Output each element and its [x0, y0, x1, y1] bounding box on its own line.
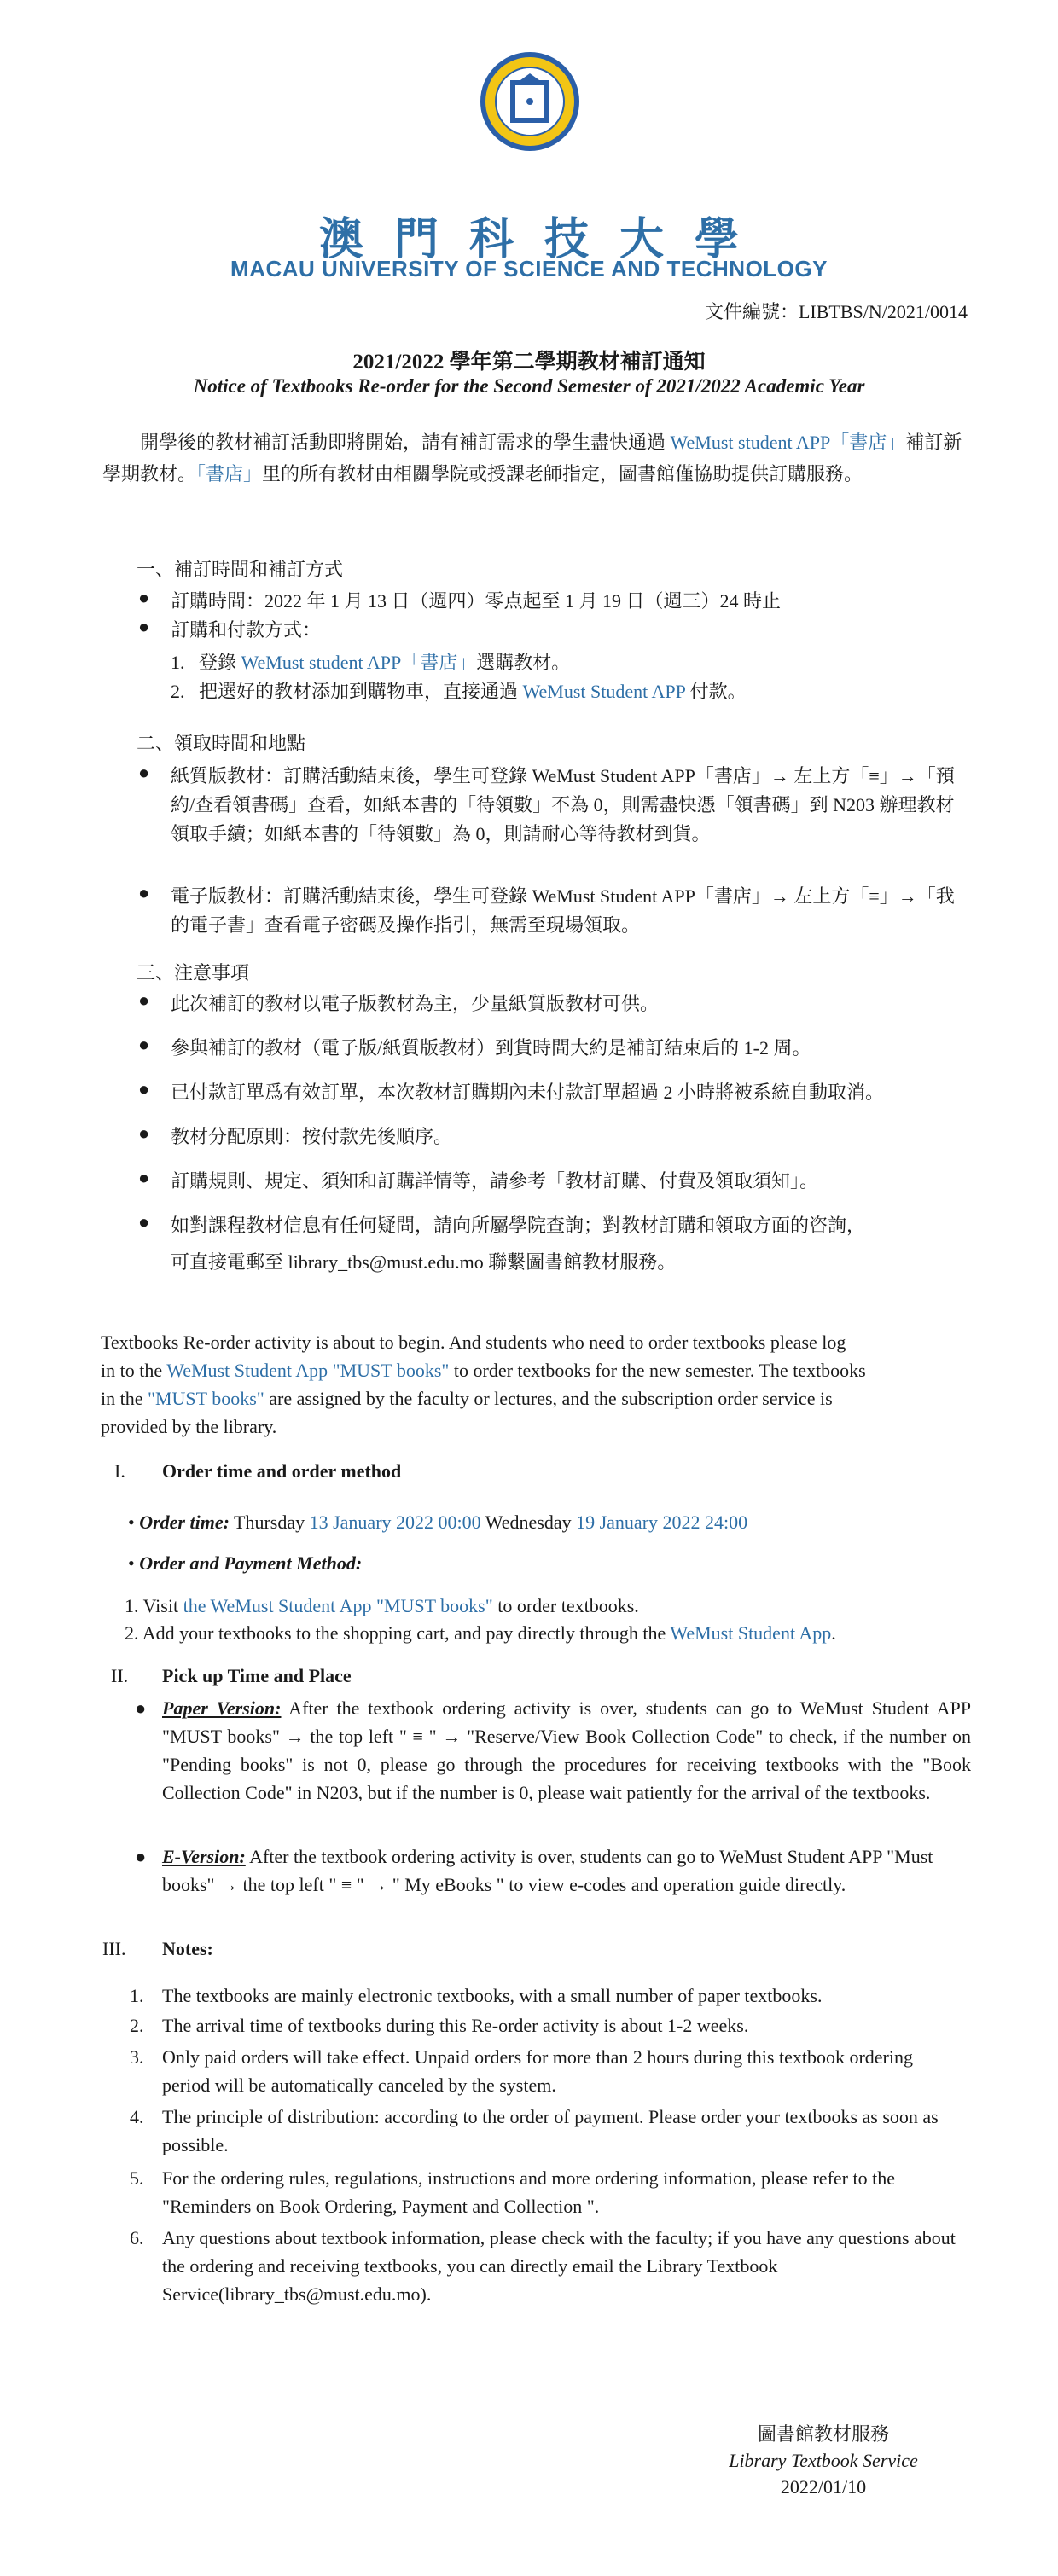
signature-en: Library Textbook Service	[729, 2450, 918, 2471]
wemust-app-link[interactable]: WeMust Student App	[670, 1622, 832, 1644]
wemust-app-link[interactable]: the WeMust Student App "MUST books"	[183, 1595, 493, 1616]
zh-section-1-heading: 一、補訂時間和補訂方式	[137, 559, 344, 580]
zh-s3-note-5: 訂購規則、規定、須知和訂購詳情等，請參考「教材訂購、付費及領取須知」。	[171, 1170, 819, 1192]
en-note-4-number: 4.	[130, 2106, 144, 2127]
zh-s3-note-6a: 如對課程教材信息有任何疑問，請向所屬學院查詢；對教材訂購和領取方面的咨詢，	[171, 1215, 866, 1236]
zh-section-3-heading: 三、注意事項	[137, 962, 250, 983]
zh-s1-order-time: 訂購時間：2022 年 1 月 13 日（週四）零点起至 1 月 19 日（週三）24 時止	[171, 590, 782, 612]
title-zh: 2021/2022 學年第二學期教材補訂通知	[352, 351, 706, 374]
en-note-1-number: 1.	[130, 1985, 144, 2006]
bullet-dot: ●	[138, 989, 150, 1011]
en-s1-step-2: 2. Add your textbooks to the shopping cart, and pay directly through the WeMust Student App.	[125, 1622, 836, 1644]
wemust-app-link[interactable]: WeMust student APP「書店」	[241, 652, 477, 673]
signature-block	[700, 2421, 947, 2500]
en-section-2-heading: Pick up Time and Place	[162, 1665, 352, 1686]
en-section-1-heading: Order time and order method	[162, 1460, 402, 1482]
en-order-time: • Order time: Thursday 13 January 2022 00:00 Wednesday 19 January 2022 24:00	[128, 1511, 748, 1533]
document-number: 文件編號：LIBTBS/N/2021/0014	[704, 301, 968, 322]
en-note-5: For the ordering rules, regulations, instructions and more ordering information, please refer to the "Reminders on Book Ordering, Payment and Collection ".	[162, 2167, 895, 2217]
en-order-payment-method: • Order and Payment Method:	[128, 1552, 363, 1574]
bullet-dot: ●	[138, 1211, 150, 1233]
en-note-1: The textbooks are mainly electronic textbooks, with a small number of paper textbooks.	[162, 1985, 823, 2006]
zh-intro-text-3: 里的所有教材由相關學院或授課老師指定，圖書館僅協助提供訂購服務。	[262, 463, 863, 484]
zh-s2-paper: 紙質版教材：訂購活動結束後，學生可登錄 WeMust Student APP「書店」→ 左上方「≡」→「預約/查看領書碼」查看，如紙本書的「待領數」不為 0，則需盡快憑「領書碼」到 N203 辦理教材領取手續；如紙本書的「待領數」為 0，則請耐心等待教材到貨。	[171, 765, 955, 844]
zh-s1-order-method: 訂購和付款方式：	[171, 619, 322, 641]
title-en: Notice of Textbooks Re-order for the Second Semester of 2021/2022 Academic Year	[193, 375, 865, 397]
zh-intro-text-1: 開學後的教材補訂活動即將開始，請有補訂需求的學生盡快通過	[140, 432, 671, 453]
university-logo	[478, 49, 582, 154]
en-note-2-number: 2.	[130, 2015, 144, 2036]
bullet-dot: ●	[138, 882, 150, 903]
bullet-dot: ●	[138, 1167, 150, 1188]
bullet-dot: ●	[138, 1123, 150, 1144]
en-section-1-number: I.	[114, 1460, 125, 1482]
bullet-dot: ●	[135, 1846, 147, 1867]
wemust-app-link[interactable]: WeMust Student APP	[522, 681, 686, 702]
zh-s3-note-4: 教材分配原則：按付款先後順序。	[171, 1126, 453, 1147]
must-books-link[interactable]: "MUST books"	[148, 1388, 264, 1409]
zh-s1-step-2: 2. 把選好的教材添加到購物車，直接通過 WeMust Student APP 付款。	[171, 681, 747, 702]
zh-intro-text-2: 補訂新學期教材。	[102, 432, 962, 484]
en-note-2: The arrival time of textbooks during this Re-order activity is about 1-2 weeks.	[162, 2015, 749, 2036]
university-name-zh: 澳門科技大學	[318, 213, 770, 265]
zh-s3-note-3: 已付款訂單爲有效訂單，本次教材訂購期內未付款訂單超過 2 小時將被系統自動取消。	[171, 1082, 885, 1103]
en-section-2-number: II.	[111, 1665, 129, 1686]
en-section-3-number: III.	[102, 1938, 126, 1959]
zh-s3-note-1: 此次補訂的教材以電子版教材為主，少量紙質版教材可供。	[171, 993, 660, 1014]
zh-s2-ebook: 電子版教材：訂購活動結束後，學生可登錄 WeMust Student APP「書店」→ 左上方「≡」→「我的電子書」查看電子密碼及操作指引，無需至現場領取。	[171, 885, 955, 936]
university-seal-icon	[478, 49, 582, 154]
en-note-3-number: 3.	[130, 2046, 144, 2068]
en-intro: Textbooks Re-order activity is about to begin. And students who need to order textbooks please log in to the WeMust Student App "MUST books" to order textbooks for the new semester. The textbooks in the "MUST books" are assigned by the faculty or lectures, and the subscription order service is provided by the library.	[101, 1332, 866, 1437]
university-name-en: MACAU UNIVERSITY OF SCIENCE AND TECHNOLOGY	[230, 256, 828, 281]
signature-zh: 圖書館教材服務	[757, 2423, 889, 2445]
wemust-app-link[interactable]: WeMust student APP「書店」	[670, 432, 906, 453]
en-note-3: Only paid orders will take effect. Unpaid orders for more than 2 hours during this textbook ordering period will be automatically canceled by the system.	[162, 2046, 913, 2096]
bullet-dot: ●	[138, 1078, 150, 1099]
en-section-3-heading: Notes:	[162, 1938, 213, 1959]
bullet-dot: ●	[138, 762, 150, 783]
zh-intro	[102, 426, 971, 490]
en-note-6-number: 6.	[130, 2227, 144, 2248]
bullet-dot: ●	[138, 587, 150, 608]
bookshop-link[interactable]: 「書店」	[196, 463, 263, 484]
en-note-6: Any questions about textbook information, please check with the faculty; if you have any questions about the ordering and receiving textbooks, you can directly email the Library Textbook Service(library_tbs@must.edu.mo).	[162, 2227, 956, 2305]
bullet-dot: ●	[135, 1697, 147, 1719]
zh-section-2-heading: 二、領取時間和地點	[137, 733, 306, 754]
bullet-dot: ●	[138, 616, 150, 637]
en-note-5-number: 5.	[130, 2167, 144, 2189]
en-s2-paper: Paper Version: After the textbook ordering activity is over, students can go to WeMust Student APP "MUST books" → the top left " ≡ " → "Reserve/View Book Collection Code" to check, if the number on "Pending books" is not 0, please go through the procedures for receiving textbooks with the "Book Collection Code" in N203, but if the number is 0, please wait patiently for the arrival of the textbooks.	[162, 1697, 971, 1803]
en-note-4: The principle of distribution: according to the order of payment. Please order your textbooks as soon as possible.	[162, 2106, 939, 2155]
zh-s3-note-2: 參與補訂的教材（電子版/紙質版教材）到貨時間大約是補訂結束后的 1-2 周。	[171, 1037, 811, 1059]
signature-date: 2022/01/10	[780, 2476, 867, 2498]
bullet-dot: ●	[138, 1034, 150, 1055]
zh-s1-step-1: 1. 登錄 WeMust student APP「書店」選購教材。	[171, 652, 571, 673]
en-s2-ebook: E-Version: After the textbook ordering activity is over, students can go to WeMust Student APP "Must books" → the top left " ≡ " → " My eBooks " to view e-codes and operation guide directly.	[162, 1846, 933, 1895]
zh-s3-note-6b: 可直接電郵至 library_tbs@must.edu.mo 聯繫圖書館教材服務。	[171, 1251, 677, 1273]
en-s1-step-1: 1. Visit the WeMust Student App "MUST books" to order textbooks.	[125, 1595, 639, 1616]
must-books-link[interactable]: WeMust Student App "MUST books"	[166, 1360, 450, 1381]
